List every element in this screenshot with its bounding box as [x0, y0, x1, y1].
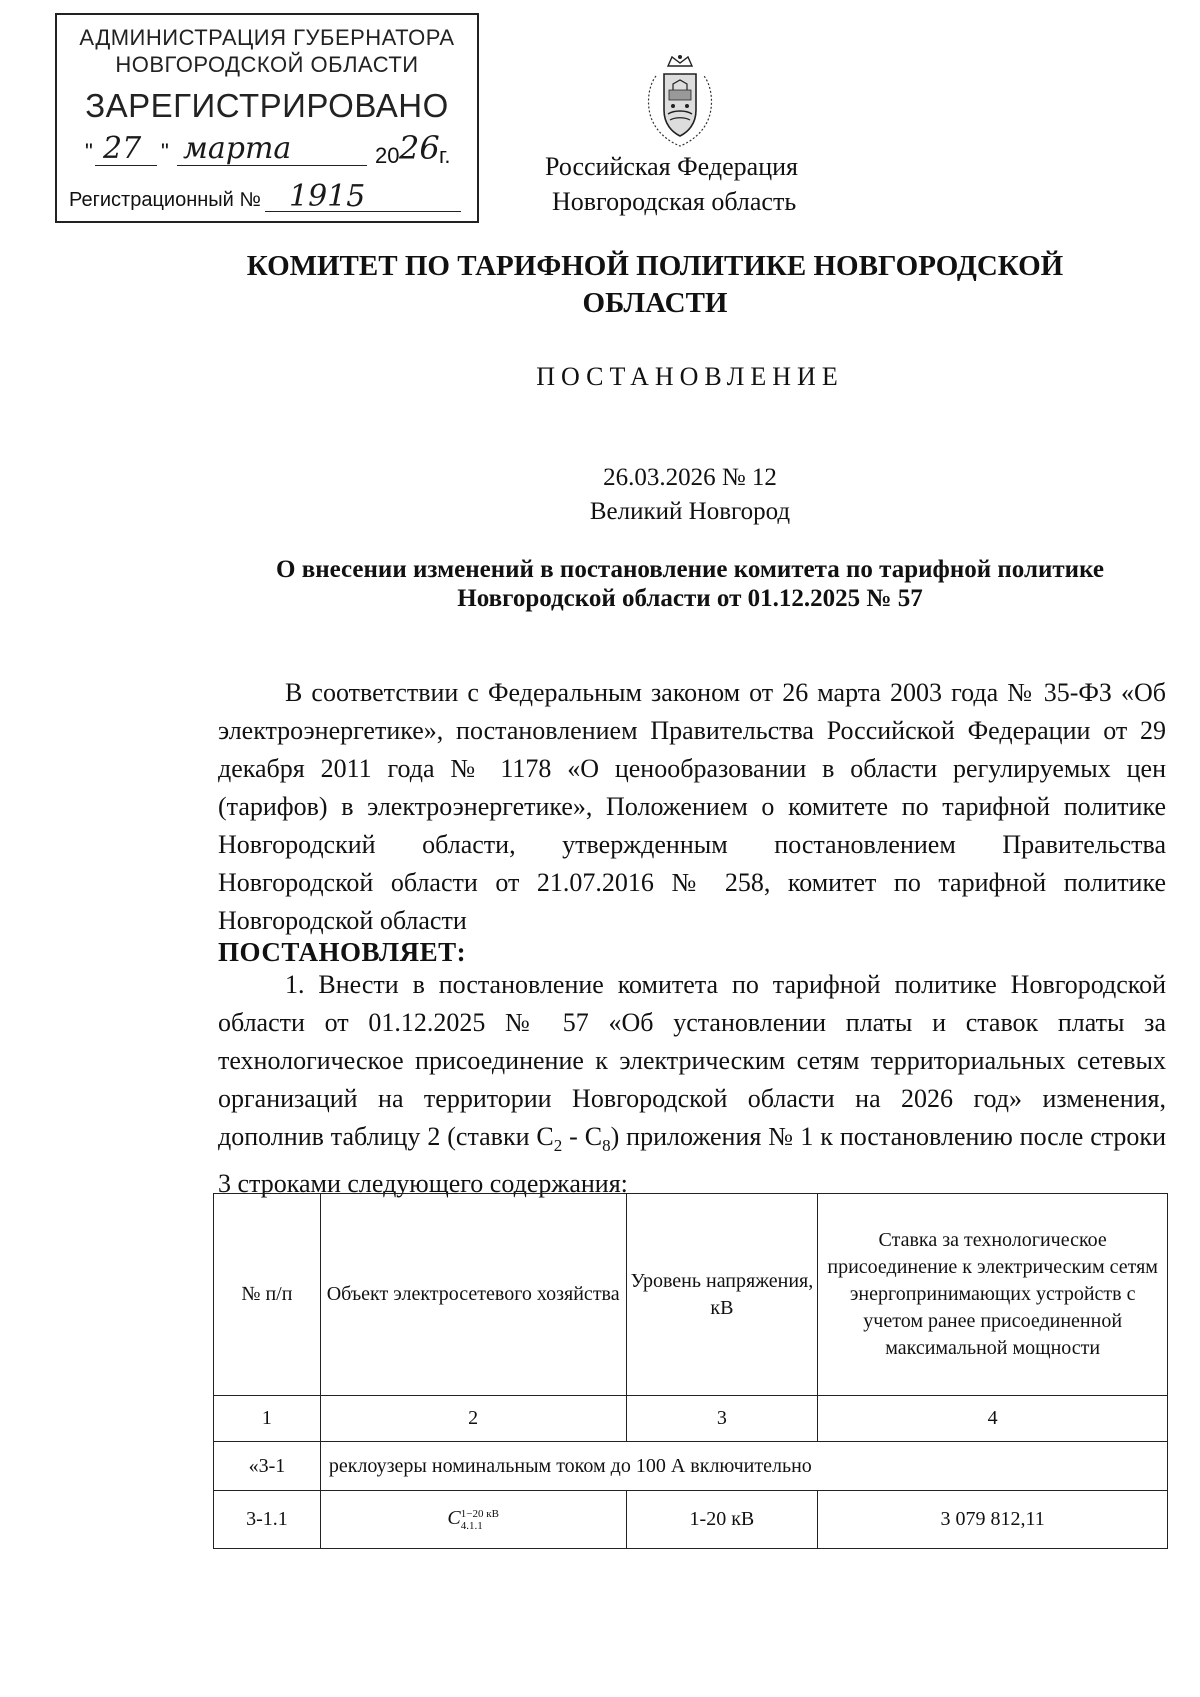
header-rate: Ставка за технологическое присоединение к электрическим сетям энергопринимающих устройств с учетом ранее присоединенной максимальной мощности [818, 1194, 1168, 1396]
col-number-1: 1 [214, 1396, 321, 1442]
stamp-reg-value: 1915 [289, 179, 366, 214]
table-row [214, 1491, 1168, 1549]
rate-symbol [447, 1507, 499, 1532]
preamble-paragraph: В соответствии с Федеральным законом от 26 марта 2003 года № 35-ФЗ «Об электроэнергетике», постановлением Правительства Российской Федерации от 29 декабря 2011 года № 1178 «О ценообразовании в области регулируемых цен (тарифов) в электроэнергетике», Положением о комитете по тарифной политике Новгородский области, утвержденным постановлением Правительства Новгородской области от 21.07.2016 № 258, комитет по тарифной политике Новгородской области [218, 678, 1166, 935]
committee-title [240, 248, 1070, 322]
committee-title-line-2: ОБЛАСТИ [582, 287, 728, 319]
table-column-numbers-row [214, 1396, 1168, 1442]
item-1-text-start: 1. Внести в постановление комитета по тарифной политике Новгородской области от 01.12.2025 № 57 «Об установлении платы и ставок платы за технологическое присоединение к электрическим сетям территориальных сетевых организаций на территории Новгородской области на 2026 год» изменения, дополнив таблицу 2 (ставки C [218, 970, 1166, 1151]
stamp-date [85, 129, 465, 173]
header-voltage: Уровень напряжения, кВ [626, 1194, 818, 1396]
group-row-number: «3-1 [214, 1442, 321, 1491]
col-number-4: 4 [818, 1396, 1168, 1442]
rate-symbol-sup: 1−20 кВ [460, 1507, 499, 1520]
table-header-row [214, 1194, 1168, 1396]
document-type: ПОСТАНОВЛЕНИЕ [536, 362, 844, 391]
rates-table [213, 1193, 1168, 1549]
data-row-voltage: 1-20 кВ [626, 1491, 818, 1549]
item-1-sub-2: 2 [553, 1136, 563, 1156]
col-number-3: 3 [626, 1396, 818, 1442]
rate-symbol-letter: C [447, 1507, 461, 1530]
subject-line-2: Новгородской области от 01.12.2025 № 57 [457, 585, 923, 612]
registration-stamp [55, 13, 479, 223]
stamp-quote-open: " [85, 139, 93, 164]
stamp-year-prefix: 20 [375, 143, 400, 168]
data-row-object [320, 1491, 626, 1549]
stamp-year-unit: г. [439, 143, 451, 168]
stamp-day: 27 [103, 131, 142, 166]
stamp-reg-label: Регистрационный № [69, 189, 261, 211]
stamp-reg-number [69, 179, 469, 217]
document-subject [220, 555, 1160, 613]
stamp-quote-close: " [161, 139, 169, 164]
stamp-line-1: АДМИНИСТРАЦИЯ ГУБЕРНАТОРА [79, 25, 455, 50]
stamp-month: марта [183, 131, 292, 166]
group-row-text: реклоузеры номинальным током до 100 А включительно [320, 1442, 1167, 1491]
header-number: № п/п [214, 1194, 321, 1396]
stamp-registered: ЗАРЕГИСТРИРОВАНО [85, 87, 449, 124]
rate-symbol-sub: 4.1.1 [460, 1519, 483, 1532]
header-object: Объект электросетевого хозяйства [320, 1194, 626, 1396]
country-name: Российская Федерация [545, 152, 798, 181]
stamp-year-suffix: 26 [399, 129, 440, 167]
region-name: Новгородская область [552, 187, 797, 216]
table-row [214, 1442, 1168, 1491]
document-city: Великий Новгород [589, 498, 791, 525]
subject-line-1: О внесении изменений в постановление комитета по тарифной политике [276, 556, 1104, 583]
item-1-dash: - C [562, 1122, 603, 1151]
document-date-number: 26.03.2026 № 12 [603, 464, 777, 491]
coat-of-arms-icon [640, 52, 720, 152]
stamp-line-2: НОВГОРОДСКОЙ ОБЛАСТИ [115, 52, 419, 77]
col-number-2: 2 [320, 1396, 626, 1442]
item-1-text-end: ) приложения № 1 к постановлению после строки 3 строками следующего содержания: [218, 1122, 1166, 1199]
data-row-rate: 3 079 812,11 [818, 1491, 1168, 1549]
item-1-paragraph [218, 966, 1166, 1203]
item-1-sub-8: 8 [602, 1136, 611, 1156]
committee-title-line-1: КОМИТЕТ ПО ТАРИФНОЙ ПОЛИТИКЕ НОВГОРОДСКОЙ [246, 250, 1064, 282]
data-row-number: 3-1.1 [214, 1491, 321, 1549]
decree-word: ПОСТАНОВЛЯЕТ: [218, 937, 467, 967]
